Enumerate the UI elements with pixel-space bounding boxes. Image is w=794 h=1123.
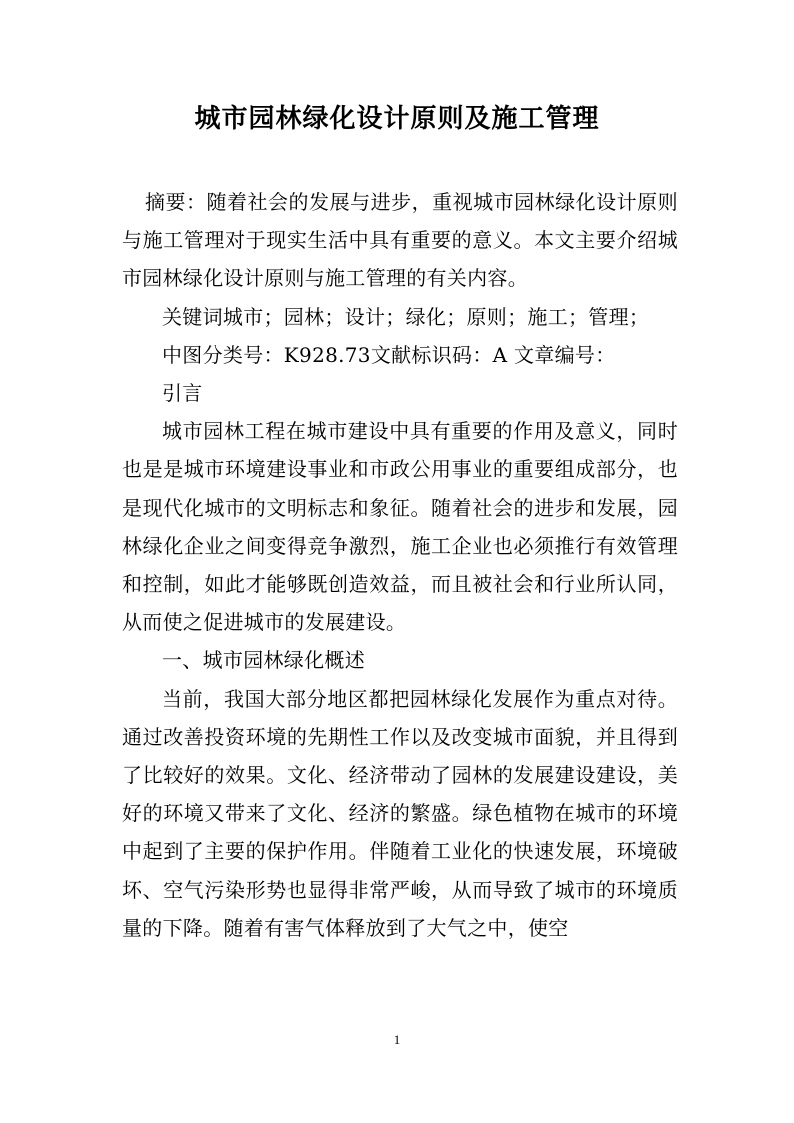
- classification-line: 中图分类号：K928.73文献标识码：A 文章编号：: [162, 342, 616, 367]
- intro-heading: 引言: [162, 381, 203, 406]
- section-1-paragraph: 当前，我国大部分地区都把园林绿化发展作为重点对待。通过改善投资环境的先期性工作以及改变城市面貌，并且得到了比较好的效果。文化、经济带动了园林的发展建设建设，美好的环境又带来了文化、经济的繁盛。绿色植物在城市的环境中起到了主要的保护作用。伴随着工业化的快速发展，环境破坏、空气污染形势也显得非常严峻，从而导致了城市的环境质量的下降。随着有害气体释放到了大气之中，使空: [122, 686, 678, 940]
- intro-paragraph: 城市园林工程在城市建设中具有重要的作用及意义，同时也是是城市环境建设事业和市政公用事业的重要组成部分，也是现代化城市的文明标志和象征。随着社会的进步和发展，园林绿化企业之间变得竞争激烈，施工企业也必须推行有效管理和控制，如此才能够既创造效益，而且被社会和行业所认同，从而使之促进城市的发展建设。: [122, 419, 678, 635]
- keywords-line: 关键词城市；园林；设计；绿化；原则；施工；管理；: [162, 304, 650, 329]
- document-body: [122, 183, 678, 947]
- section-1-heading: 一、城市园林绿化概述: [162, 648, 365, 673]
- page-number: 1: [393, 1032, 401, 1047]
- document-title: 城市园林绿化设计原则及施工管理: [194, 104, 600, 134]
- abstract-paragraph: 摘要：随着社会的发展与进步，重视城市园林绿化设计原则与施工管理对于现实生活中具有重要的意义。本文主要介绍城市园林绿化设计原则与施工管理的有关内容。: [122, 190, 678, 291]
